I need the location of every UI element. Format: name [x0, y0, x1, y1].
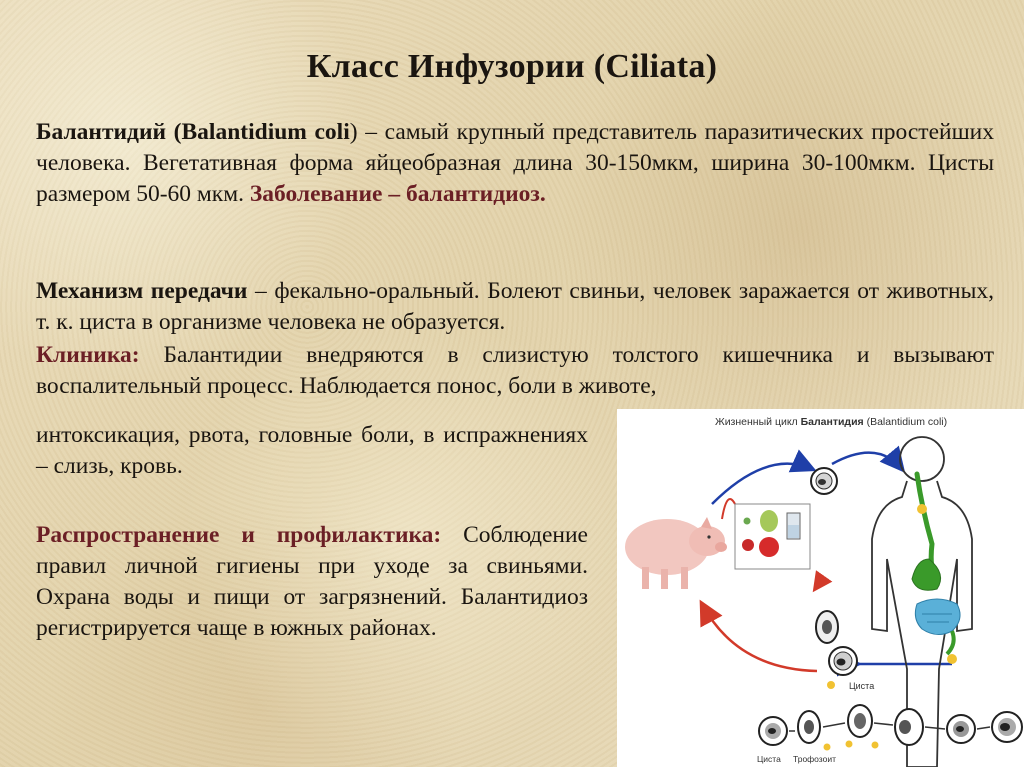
stage-row	[757, 705, 1022, 764]
arrow-cyst-to-human	[832, 453, 902, 469]
pig-icon	[625, 517, 727, 589]
stage-large-icon	[992, 712, 1022, 742]
paragraph-symptoms: интоксикация, рвота, головные боли, в испражнениях – слизь, кровь.	[36, 422, 588, 479]
life-cycle-diagram	[617, 409, 1024, 767]
paragraph-clinic	[36, 340, 994, 402]
transmission-label: Механизм передачи	[36, 278, 248, 304]
stage-cyst-icon	[759, 717, 787, 745]
paragraph-balantidium	[36, 117, 994, 210]
clinic-label: Клиника:	[36, 342, 140, 368]
label-bottom-cyst: Циста	[757, 754, 781, 764]
stage-dividing-icon	[895, 709, 923, 745]
cyst-middle-icon	[816, 611, 838, 643]
diagram-caption-suffix: (Balantidium coli)	[863, 416, 948, 428]
food-water-icon	[735, 504, 810, 569]
term-latin: (Balantidium coli	[166, 119, 350, 145]
paragraph-prevention	[36, 520, 588, 644]
diagram-caption	[715, 416, 947, 428]
excretion-marker-icon	[947, 654, 957, 664]
arrow-contamination-small	[722, 499, 735, 519]
paragraph-description: ) – самый крупный представитель паразитических простейших человека. Вегетативная форма яйцеобразная длина 30-150мкм, ширина 30-100мкм. Цисты размером 50-60 мкм.	[36, 119, 994, 207]
stage-trophozoite-icon	[848, 705, 872, 737]
arrow-pig-to-cyst	[712, 464, 812, 504]
disease-name: Заболевание – балантидиоз.	[249, 181, 546, 207]
life-cycle-svg	[617, 409, 1024, 767]
transmission-text: – фекально-оральный. Болеют свиньи, человек заражается от животных, т. к. циста в организме человека не образуется.	[36, 278, 994, 335]
paragraph-transmission	[36, 276, 994, 338]
prevention-label: Распространение и профилактика:	[36, 522, 442, 548]
cyst-lower-icon	[829, 647, 857, 675]
arrow-cyst-to-pig	[702, 604, 817, 671]
diagram-caption-prefix: Жизненный цикл	[715, 416, 801, 428]
stage-marker-3-icon	[872, 742, 879, 749]
stage-excyst-icon	[798, 711, 820, 743]
cyst-top-icon	[811, 468, 837, 494]
stage-marker-1-icon	[824, 744, 831, 751]
page-title: Класс Инфузории (Ciliata)	[306, 48, 718, 85]
prevention-text: Соблюдение правил личной гигиены при уходе за свиньями. Охрана воды и пищи от загрязнений. Балантидиоз регистрируется чаще в южных районах.	[36, 522, 588, 641]
title-latin: (Ciliata	[593, 48, 706, 85]
label-cyst: Циста	[849, 681, 875, 691]
stage-mature-icon	[947, 715, 975, 743]
label-trophozoite: Трофозоит	[793, 754, 836, 764]
ingestion-marker-icon	[917, 504, 927, 514]
term-balantidium: Балантидий	[36, 119, 167, 145]
title-main: Класс Инфузории	[306, 48, 594, 85]
arrow-down-small	[815, 579, 822, 589]
clinic-text: Балантидии внедряются в слизистую толстого кишечника и вызывают воспалительный процесс. Наблюдается понос, боли в животе,	[36, 342, 994, 399]
diagram-caption-bold: Балантидия	[800, 416, 864, 428]
cyst-marker-icon	[827, 681, 835, 689]
stage-marker-2-icon	[846, 741, 853, 748]
